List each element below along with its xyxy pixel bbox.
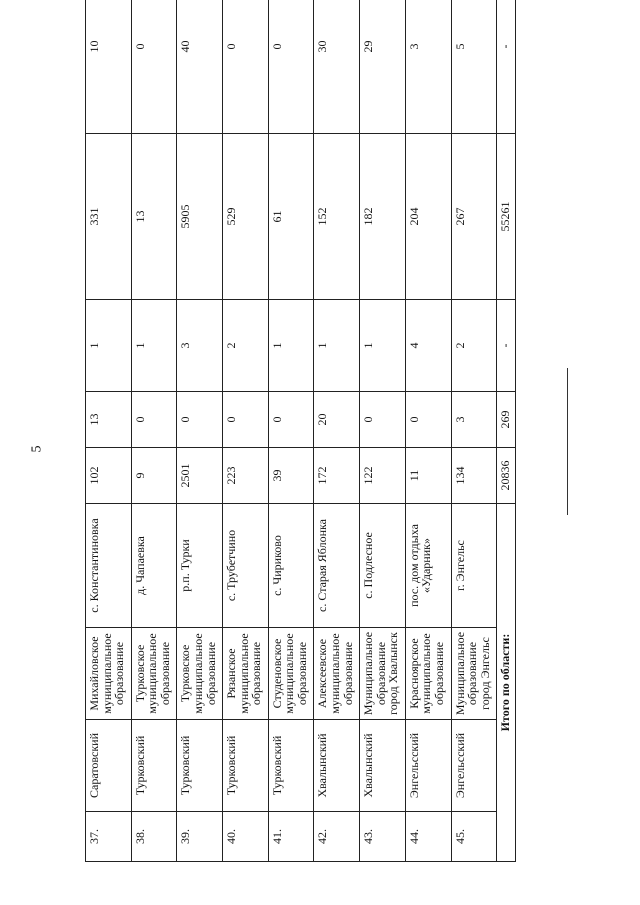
- table-row: [177, 0, 223, 862]
- row-number: 39.: [177, 812, 223, 862]
- value-c3: 4: [405, 300, 451, 392]
- table-row: [131, 0, 177, 862]
- value-c5: 0: [131, 0, 177, 134]
- table-row: [405, 0, 451, 862]
- total-c5: -: [497, 0, 516, 134]
- value-c4: 152: [314, 134, 360, 300]
- value-c5: 0: [223, 0, 269, 134]
- value-c2: 0: [360, 392, 406, 448]
- table-row: [268, 0, 314, 862]
- value-c1: 102: [86, 448, 132, 504]
- value-c3: 1: [360, 300, 406, 392]
- value-c3: 1: [131, 300, 177, 392]
- value-c2: 0: [131, 392, 177, 448]
- value-c4: 204: [405, 134, 451, 300]
- value-c3: 3: [177, 300, 223, 392]
- value-c5: 29: [360, 0, 406, 134]
- settlement-cell: с. Константиновка: [86, 504, 132, 628]
- district-cell: Хвалынский: [314, 720, 360, 812]
- district-cell: Саратовский: [86, 720, 132, 812]
- row-number: 37.: [86, 812, 132, 862]
- value-c3: 2: [451, 300, 497, 392]
- value-c5: 5: [451, 0, 497, 134]
- total-c2: 269: [497, 392, 516, 448]
- municipality-cell: Красноярское муниципальное образование: [405, 628, 451, 720]
- row-number: 41.: [268, 812, 314, 862]
- value-c1: 172: [314, 448, 360, 504]
- municipality-cell: Муниципальное образование город Энгельс: [451, 628, 497, 720]
- value-c5: 30: [314, 0, 360, 134]
- district-cell: Турковский: [177, 720, 223, 812]
- table-row: [86, 0, 132, 862]
- page-number: 5: [29, 445, 45, 453]
- row-number: 40.: [223, 812, 269, 862]
- total-c1: 20836: [497, 448, 516, 504]
- value-c4: 267: [451, 134, 497, 300]
- value-c4: 61: [268, 134, 314, 300]
- district-cell: Хвалынский: [360, 720, 406, 812]
- district-cell: Энгельсский: [451, 720, 497, 812]
- value-c5: 3: [405, 0, 451, 134]
- value-c1: 134: [451, 448, 497, 504]
- value-c2: 20: [314, 392, 360, 448]
- municipality-cell: Муниципальное образование город Хвалынск: [360, 628, 406, 720]
- horizontal-rule: [567, 368, 568, 515]
- settlement-cell: с. Трубетчино: [223, 504, 269, 628]
- table-row: [360, 0, 406, 862]
- municipality-cell: Рязанское муниципальное образование: [223, 628, 269, 720]
- value-c1: 9: [131, 448, 177, 504]
- settlement-cell: с. Чириково: [268, 504, 314, 628]
- table-row: [451, 0, 497, 862]
- row-number: 43.: [360, 812, 406, 862]
- value-c2: 3: [451, 392, 497, 448]
- value-c2: 13: [86, 392, 132, 448]
- row-number: 44.: [405, 812, 451, 862]
- table-row: [223, 0, 269, 862]
- value-c5: 0: [268, 0, 314, 134]
- row-number: 45.: [451, 812, 497, 862]
- district-cell: Энгельсский: [405, 720, 451, 812]
- value-c5: 10: [86, 0, 132, 134]
- value-c2: 0: [177, 392, 223, 448]
- value-c3: 1: [268, 300, 314, 392]
- value-c2: 0: [268, 392, 314, 448]
- value-c1: 122: [360, 448, 406, 504]
- value-c1: 39: [268, 448, 314, 504]
- district-cell: Турковский: [131, 720, 177, 812]
- value-c3: 2: [223, 300, 269, 392]
- settlement-cell: с. Старая Яблонка: [314, 504, 360, 628]
- data-table: [85, 0, 516, 862]
- municipality-cell: Алексеевское муниципальное образование: [314, 628, 360, 720]
- value-c5: 40: [177, 0, 223, 134]
- value-c4: 5905: [177, 134, 223, 300]
- municipality-cell: Турковское муниципальное образование: [177, 628, 223, 720]
- value-c1: 2501: [177, 448, 223, 504]
- settlement-cell: г. Энгельс: [451, 504, 497, 628]
- total-c4: 55261: [497, 134, 516, 300]
- table-row: [314, 0, 360, 862]
- total-c3: -: [497, 300, 516, 392]
- settlement-cell: пос. дом отдыха «Ударник»: [405, 504, 451, 628]
- total-row: [497, 0, 516, 862]
- row-number: 38.: [131, 812, 177, 862]
- value-c1: 11: [405, 448, 451, 504]
- municipality-cell: Студеновское муниципальное образование: [268, 628, 314, 720]
- value-c4: 182: [360, 134, 406, 300]
- settlement-cell: р.п. Турки: [177, 504, 223, 628]
- value-c3: 1: [86, 300, 132, 392]
- value-c2: 0: [405, 392, 451, 448]
- value-c4: 331: [86, 134, 132, 300]
- rotated-table-sheet: [85, 10, 516, 862]
- settlement-cell: д. Чапаевка: [131, 504, 177, 628]
- value-c4: 529: [223, 134, 269, 300]
- settlement-cell: с. Подлесное: [360, 504, 406, 628]
- value-c3: 1: [314, 300, 360, 392]
- value-c4: 13: [131, 134, 177, 300]
- district-cell: Турковский: [268, 720, 314, 812]
- district-cell: Турковский: [223, 720, 269, 812]
- municipality-cell: Турковское муниципальное образование: [131, 628, 177, 720]
- total-label: Итого по области:: [497, 504, 516, 862]
- value-c2: 0: [223, 392, 269, 448]
- municipality-cell: Михайловское муниципальное образование: [86, 628, 132, 720]
- value-c1: 223: [223, 448, 269, 504]
- row-number: 42.: [314, 812, 360, 862]
